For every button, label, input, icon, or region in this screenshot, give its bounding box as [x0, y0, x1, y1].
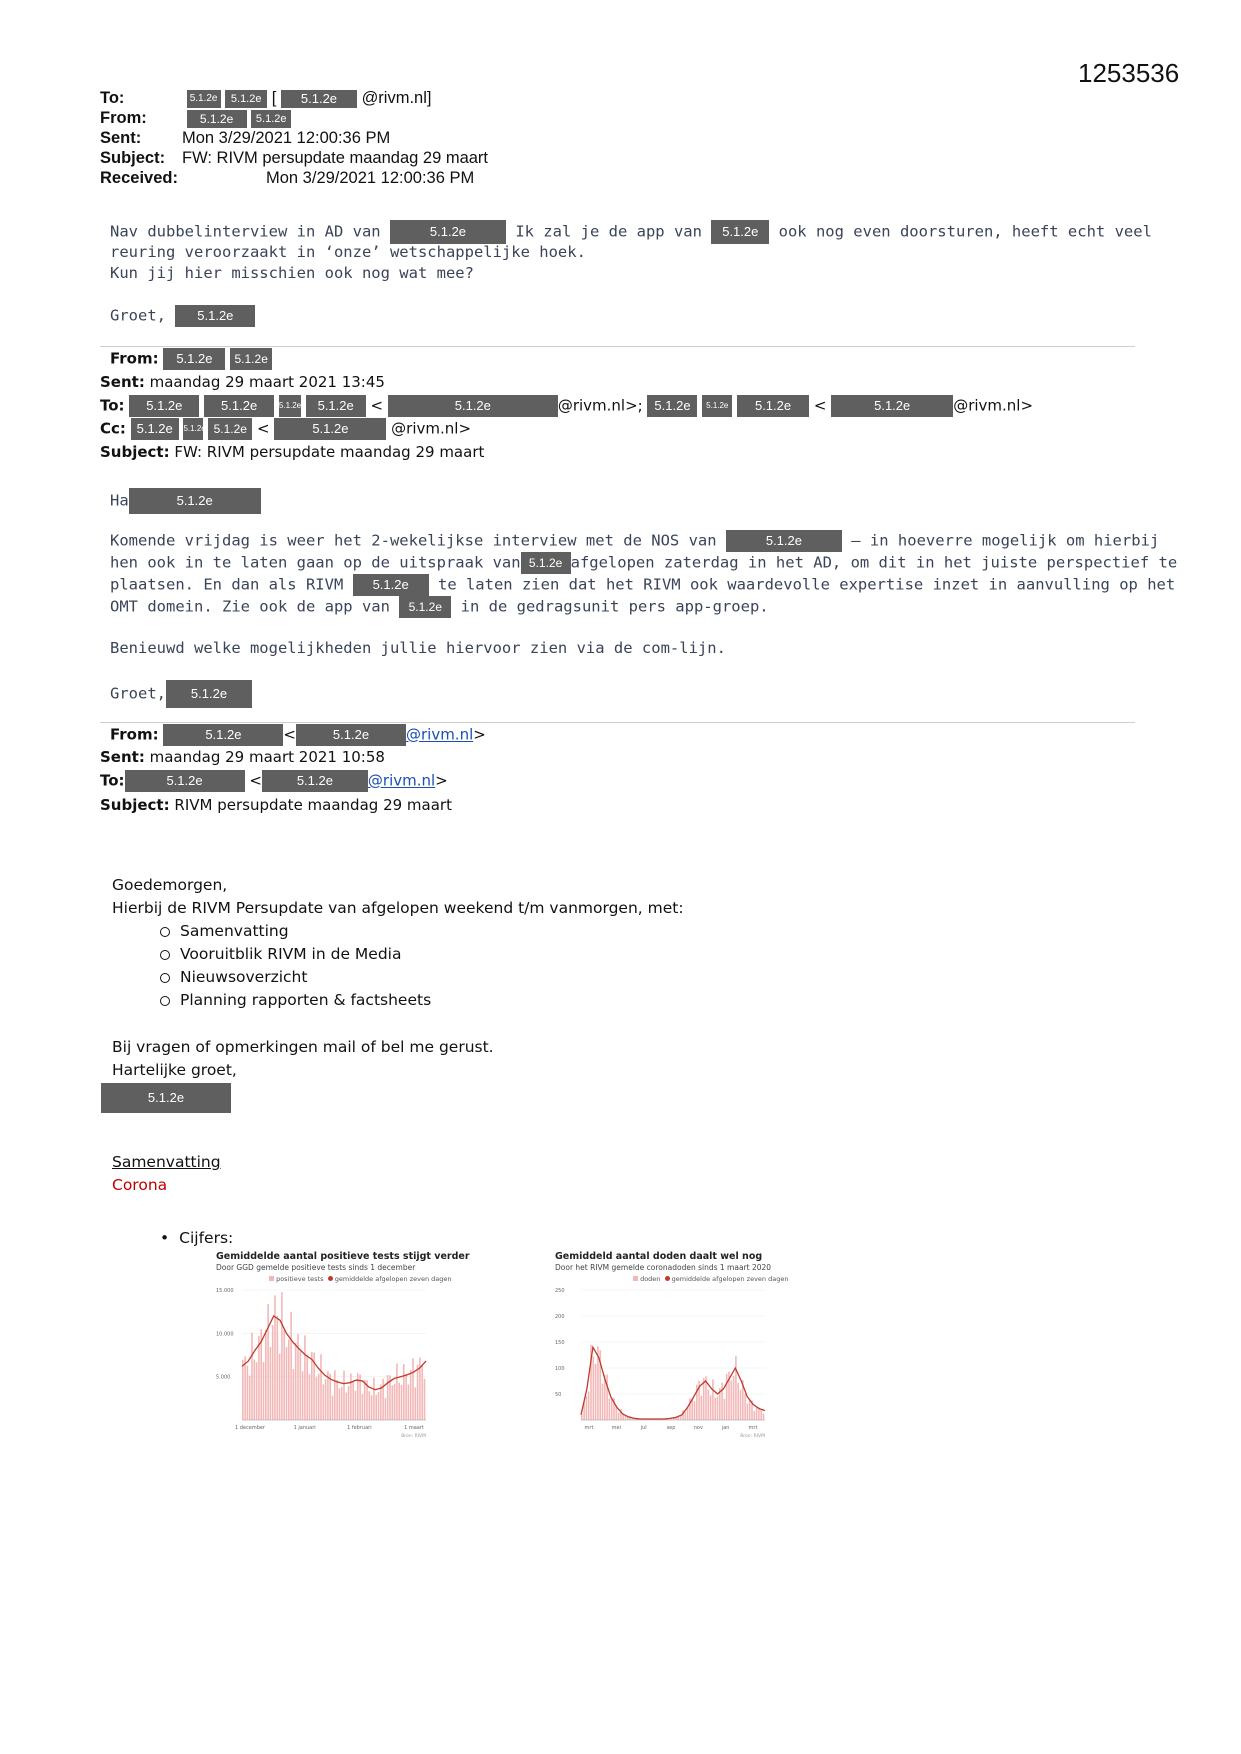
msg3-intro: Hierbij de RIVM Persupdate van afgelopen weekend t/m vanmorgen, met: — [112, 899, 684, 917]
msg3-questions: Bij vragen of opmerkingen mail of bel me gerust. — [112, 1038, 494, 1056]
received-label: Received: — [100, 169, 178, 187]
msg2-line2 — [110, 552, 1177, 574]
bar — [346, 1393, 348, 1420]
text: in de gedragsunit pers app-groep. — [460, 597, 769, 616]
text: plaatsen. En dan als RIVM — [110, 575, 344, 594]
redaction: 5.1.2e — [187, 110, 247, 128]
redaction: 5.1.2e — [208, 418, 252, 440]
text: Komende vrijdag is weer het 2-wekelijkse interview met de NOS van — [110, 531, 717, 550]
bar — [309, 1374, 311, 1420]
bar — [277, 1316, 279, 1420]
chart-deaths — [553, 1250, 789, 1440]
bar — [714, 1398, 716, 1420]
bar — [325, 1380, 327, 1420]
bar — [735, 1356, 737, 1420]
bar — [300, 1351, 302, 1420]
bar — [373, 1378, 375, 1420]
redaction: 5.1.2e — [183, 418, 203, 440]
bar — [740, 1390, 742, 1420]
bar — [408, 1384, 410, 1420]
bar — [701, 1396, 703, 1420]
bar — [403, 1364, 405, 1420]
chart-source: Bron: RIVM — [740, 1434, 765, 1439]
x-tick-label: 1 maart — [404, 1425, 424, 1431]
email-link[interactable]: @rivm.nl — [367, 771, 436, 790]
chart-subtitle: Door GGD gemelde positieve tests sinds 1 december — [216, 1263, 416, 1272]
x-tick-label: mrt — [748, 1425, 758, 1431]
redaction: 5.1.2e — [187, 90, 221, 108]
text: Groet, — [110, 306, 166, 325]
email: @rivm.nl> — [953, 396, 1034, 415]
text: te laten zien dat het RIVM ook waardevolle expertise inzet in aanvulling op het — [437, 575, 1176, 594]
redaction: 5.1.2e — [225, 90, 267, 108]
y-tick-label: 50 — [555, 1392, 562, 1398]
bar — [316, 1377, 318, 1420]
bar — [336, 1380, 338, 1420]
circle-bullet-icon — [160, 973, 170, 983]
redaction: 5.1.2e — [166, 680, 252, 708]
text: – in hoeverre mogelijk om hierbij — [851, 531, 1160, 550]
text: Samenvatting — [180, 922, 289, 940]
divider — [100, 722, 1135, 723]
sent-value: maandag 29 maart 2021 10:58 — [149, 748, 385, 766]
to-email: @rivm.nl] — [361, 89, 432, 107]
x-tick-label: mrt — [584, 1425, 594, 1431]
bar — [332, 1396, 334, 1420]
text: Planning rapporten & factsheets — [180, 991, 432, 1009]
bar — [694, 1401, 696, 1420]
bar — [302, 1371, 304, 1420]
text: < — [257, 419, 270, 438]
bar — [731, 1380, 733, 1420]
hdr3-subject — [100, 796, 452, 814]
redaction: 5.1.2e — [131, 418, 179, 440]
bar — [350, 1374, 352, 1420]
chart-source: Bron: RIVM — [401, 1434, 426, 1439]
list-item — [160, 991, 431, 1009]
bar — [417, 1365, 419, 1420]
legend-entry: positieve tests — [276, 1275, 324, 1283]
redaction: 5.1.2e — [353, 574, 429, 596]
subject-label: Subject: — [100, 149, 166, 167]
header-sent — [100, 128, 390, 148]
redaction: 5.1.2e — [129, 395, 199, 417]
redaction: 5.1.2e — [274, 418, 386, 440]
bar — [401, 1385, 403, 1420]
bar — [737, 1383, 739, 1420]
legend-entry: doden — [640, 1275, 661, 1283]
msg1-line1 — [110, 220, 1152, 244]
bar — [343, 1370, 345, 1420]
email-link[interactable]: @rivm.nl — [405, 725, 474, 744]
email: @rivm.nl> — [391, 419, 472, 438]
bar — [341, 1387, 343, 1420]
subject-value: RIVM persupdate maandag 29 maart — [174, 796, 452, 814]
y-tick-label: 100 — [555, 1366, 565, 1372]
sent-value: Mon 3/29/2021 12:00:36 PM — [182, 129, 391, 147]
bar — [380, 1385, 382, 1420]
msg2-salutation — [110, 488, 261, 514]
chart-positive-tests — [214, 1250, 470, 1440]
received-value: Mon 3/29/2021 12:00:36 PM — [266, 169, 475, 187]
bar — [286, 1347, 288, 1420]
redaction: 5.1.2e — [726, 530, 842, 552]
bar — [609, 1398, 611, 1420]
bar — [283, 1330, 285, 1420]
bar — [378, 1392, 380, 1420]
hdr2-cc — [100, 418, 471, 440]
text: Ik zal je de app van — [515, 222, 702, 241]
redaction: 5.1.2e — [390, 220, 506, 244]
bar — [398, 1383, 400, 1420]
bar — [334, 1370, 336, 1420]
bar — [717, 1396, 719, 1420]
x-tick-label: mei — [611, 1425, 622, 1431]
bar — [290, 1312, 292, 1420]
header-to — [100, 88, 431, 108]
redaction: 5.1.2e — [251, 110, 291, 128]
bar — [708, 1390, 710, 1420]
redaction: 5.1.2e — [125, 770, 245, 792]
text: Groet, — [110, 684, 166, 703]
text: < — [249, 771, 262, 790]
legend-entry: gemiddelde afgelopen zeven dagen — [671, 1275, 789, 1283]
redaction: 5.1.2e — [702, 395, 732, 417]
header-subject — [100, 148, 488, 168]
topic-corona: Corona — [112, 1176, 168, 1194]
list-item — [160, 1229, 233, 1247]
text: afgelopen zaterdag in het AD, om dit in het juiste perspectief te — [570, 553, 1178, 572]
x-tick-label: 1 januari — [293, 1425, 316, 1431]
bar — [749, 1400, 751, 1420]
hdr2-from — [110, 348, 272, 370]
bar — [281, 1292, 283, 1420]
bar — [382, 1379, 384, 1420]
from-label: From: — [100, 109, 147, 127]
redaction: 5.1.2e — [296, 724, 406, 746]
redaction: 5.1.2e — [647, 395, 697, 417]
text: > — [473, 725, 486, 744]
bar — [352, 1381, 354, 1420]
bar — [703, 1378, 705, 1420]
bar — [754, 1411, 756, 1420]
x-tick-label: sep — [666, 1425, 676, 1431]
chart-title: Gemiddelde aantal positieve tests stijgt verder — [216, 1251, 470, 1262]
redaction: 5.1.2e — [306, 395, 366, 417]
bar — [733, 1376, 735, 1420]
bar — [279, 1354, 281, 1420]
msg3-greeting: Goedemorgen, — [112, 876, 228, 894]
y-tick-label: 15.000 — [216, 1288, 234, 1294]
hdr3-sent — [100, 748, 385, 766]
bar — [274, 1295, 276, 1420]
redaction: 5.1.2e — [711, 220, 769, 244]
list-item — [160, 968, 307, 986]
bar — [318, 1374, 320, 1420]
circle-bullet-icon — [160, 950, 170, 960]
bar — [272, 1325, 274, 1420]
hdr3-to — [100, 770, 448, 792]
to-label: To: — [100, 89, 125, 107]
y-tick-label: 200 — [555, 1314, 565, 1320]
bar — [756, 1407, 758, 1420]
bar — [304, 1335, 306, 1420]
redaction: 5.1.2e — [262, 770, 368, 792]
bar — [602, 1384, 604, 1420]
bar — [242, 1360, 244, 1420]
redaction: 5.1.2e — [388, 395, 558, 417]
text: ook nog even doorsturen, heeft echt veel — [778, 222, 1152, 241]
text: Cijfers: — [179, 1229, 234, 1247]
document-number: 1253536 — [1078, 58, 1180, 88]
bar — [410, 1370, 412, 1420]
y-tick-label: 150 — [555, 1340, 565, 1346]
header-from — [100, 108, 291, 128]
subject-label: Subject: — [100, 443, 170, 461]
legend-entry: gemiddelde afgelopen zeven dagen — [334, 1275, 452, 1283]
bar — [288, 1339, 290, 1420]
bar — [371, 1395, 373, 1420]
bar — [329, 1374, 331, 1420]
msg1-greeting — [110, 305, 255, 327]
redaction: 5.1.2e — [204, 395, 274, 417]
y-tick-label: 250 — [555, 1288, 565, 1294]
bar — [256, 1362, 258, 1420]
bar — [588, 1391, 590, 1420]
bracket: [ — [271, 89, 277, 107]
subject-label: Subject: — [100, 796, 170, 814]
redaction: 5.1.2e — [101, 1083, 231, 1113]
text: < — [283, 725, 296, 744]
chart-plot — [214, 1250, 436, 1440]
redaction: 5.1.2e — [831, 395, 953, 417]
x-tick-label: 1 december — [234, 1425, 266, 1431]
msg2-line1 — [110, 530, 1159, 552]
cc-label: Cc: — [100, 419, 126, 438]
bar — [412, 1358, 414, 1420]
list-item — [160, 922, 289, 940]
text: Ha — [110, 491, 129, 510]
redaction: 5.1.2e — [175, 305, 255, 327]
hdr2-to — [100, 395, 1033, 417]
subject-value: FW: RIVM persupdate maandag 29 maart — [174, 443, 485, 461]
bar — [306, 1355, 308, 1420]
bar — [747, 1403, 749, 1420]
section-title: Samenvatting — [112, 1153, 221, 1171]
bar — [394, 1384, 396, 1420]
hdr2-sent — [100, 373, 385, 391]
to-label: To: — [100, 396, 125, 415]
x-tick-label: jan — [721, 1425, 730, 1431]
bar — [364, 1380, 366, 1420]
bar — [295, 1343, 297, 1420]
bar — [247, 1366, 249, 1420]
bar — [362, 1394, 364, 1420]
redaction: 5.1.2e — [163, 348, 225, 370]
bar — [687, 1408, 689, 1420]
bullet-dot-icon: • — [160, 1229, 170, 1247]
text: Nieuwsoverzicht — [180, 968, 308, 986]
bar — [270, 1347, 272, 1420]
bar — [258, 1336, 260, 1420]
bar — [760, 1410, 762, 1420]
x-tick-label: nov — [693, 1425, 703, 1431]
header-received — [100, 168, 474, 188]
list-item — [160, 945, 401, 963]
text: Nav dubbelinterview in AD van — [110, 222, 381, 241]
redaction: 5.1.2e — [281, 90, 357, 108]
bar — [311, 1352, 313, 1420]
bar — [293, 1369, 295, 1420]
redaction: 5.1.2e — [399, 596, 451, 618]
hdr2-subject — [100, 443, 484, 461]
bar — [710, 1395, 712, 1420]
bar — [625, 1416, 627, 1420]
bar — [724, 1399, 726, 1420]
redaction: 5.1.2e — [163, 724, 283, 746]
text: OMT domein. Zie ook de app van — [110, 597, 390, 616]
text: < — [813, 396, 827, 415]
bar — [595, 1364, 597, 1420]
chart-subtitle: Door het RIVM gemelde coronadoden sinds 1 maart 2020 — [555, 1263, 772, 1272]
bar — [586, 1396, 588, 1420]
bar — [267, 1304, 269, 1420]
bar — [685, 1412, 687, 1420]
text: > — [435, 771, 448, 790]
redaction: 5.1.2e — [279, 395, 301, 417]
bar — [421, 1365, 423, 1420]
bar — [415, 1387, 417, 1420]
bar — [348, 1386, 350, 1420]
bar — [744, 1394, 746, 1420]
bar — [263, 1362, 265, 1420]
x-tick-label: 1 februari — [347, 1425, 372, 1431]
chart-title: Gemiddeld aantal doden daalt wel nog — [555, 1251, 763, 1262]
redaction: 5.1.2e — [737, 395, 809, 417]
redaction: 5.1.2e — [129, 488, 261, 514]
sent-label: Sent: — [100, 748, 145, 766]
bar — [320, 1354, 322, 1420]
chart-plot — [553, 1250, 775, 1440]
sent-value: maandag 29 maart 2021 13:45 — [149, 373, 385, 391]
text: hen ook in te laten gaan op de uitspraak van — [110, 553, 521, 572]
email: @rivm.nl>; — [557, 396, 643, 415]
y-tick-label: 10.000 — [216, 1331, 234, 1338]
bar — [606, 1375, 608, 1420]
msg1-line2: reuring veroorzaakt in ‘onze’ wetschappelijke hoek. — [110, 243, 586, 261]
bar — [618, 1413, 620, 1420]
divider — [100, 346, 1135, 347]
msg2-line3 — [110, 574, 1175, 596]
circle-bullet-icon — [160, 927, 170, 937]
bar — [396, 1364, 398, 1420]
bar — [323, 1384, 325, 1420]
y-tick-label: 5.000 — [216, 1374, 231, 1381]
msg1-line3: Kun jij hier misschien ook nog wat mee? — [110, 264, 474, 282]
bar — [369, 1391, 371, 1420]
bar — [244, 1356, 246, 1420]
bar — [375, 1395, 377, 1420]
x-tick-label: jul — [640, 1425, 647, 1431]
from-label: From: — [110, 349, 159, 368]
bar — [763, 1413, 765, 1420]
msg2-line5: Benieuwd welke mogelijkheden jullie hiervoor zien via de com-lijn. — [110, 639, 726, 657]
sent-label: Sent: — [100, 129, 142, 147]
bar — [405, 1374, 407, 1420]
bar — [355, 1391, 357, 1420]
bar — [721, 1383, 723, 1420]
bar — [385, 1398, 387, 1420]
bar — [581, 1414, 583, 1420]
subject-value: FW: RIVM persupdate maandag 29 maart — [182, 149, 489, 167]
sent-label: Sent: — [100, 373, 145, 391]
bar — [265, 1330, 267, 1420]
redaction: 5.1.2e — [521, 552, 571, 574]
bar — [712, 1379, 714, 1420]
bar — [593, 1356, 595, 1420]
bar — [251, 1333, 253, 1420]
circle-bullet-icon — [160, 996, 170, 1006]
bar — [611, 1399, 613, 1420]
to-label: To: — [100, 771, 125, 790]
hdr3-from — [110, 724, 486, 746]
bar — [249, 1376, 251, 1420]
msg2-line4 — [110, 596, 769, 618]
bar — [424, 1379, 426, 1420]
text: < — [370, 396, 384, 415]
msg2-greeting — [110, 680, 252, 708]
bar — [339, 1388, 341, 1420]
msg3-closing: Hartelijke groet, — [112, 1061, 237, 1079]
bar — [254, 1360, 256, 1420]
from-label: From: — [110, 725, 159, 744]
redaction: 5.1.2e — [230, 348, 272, 370]
bar — [392, 1385, 394, 1420]
text: Vooruitblik RIVM in de Media — [180, 945, 402, 963]
